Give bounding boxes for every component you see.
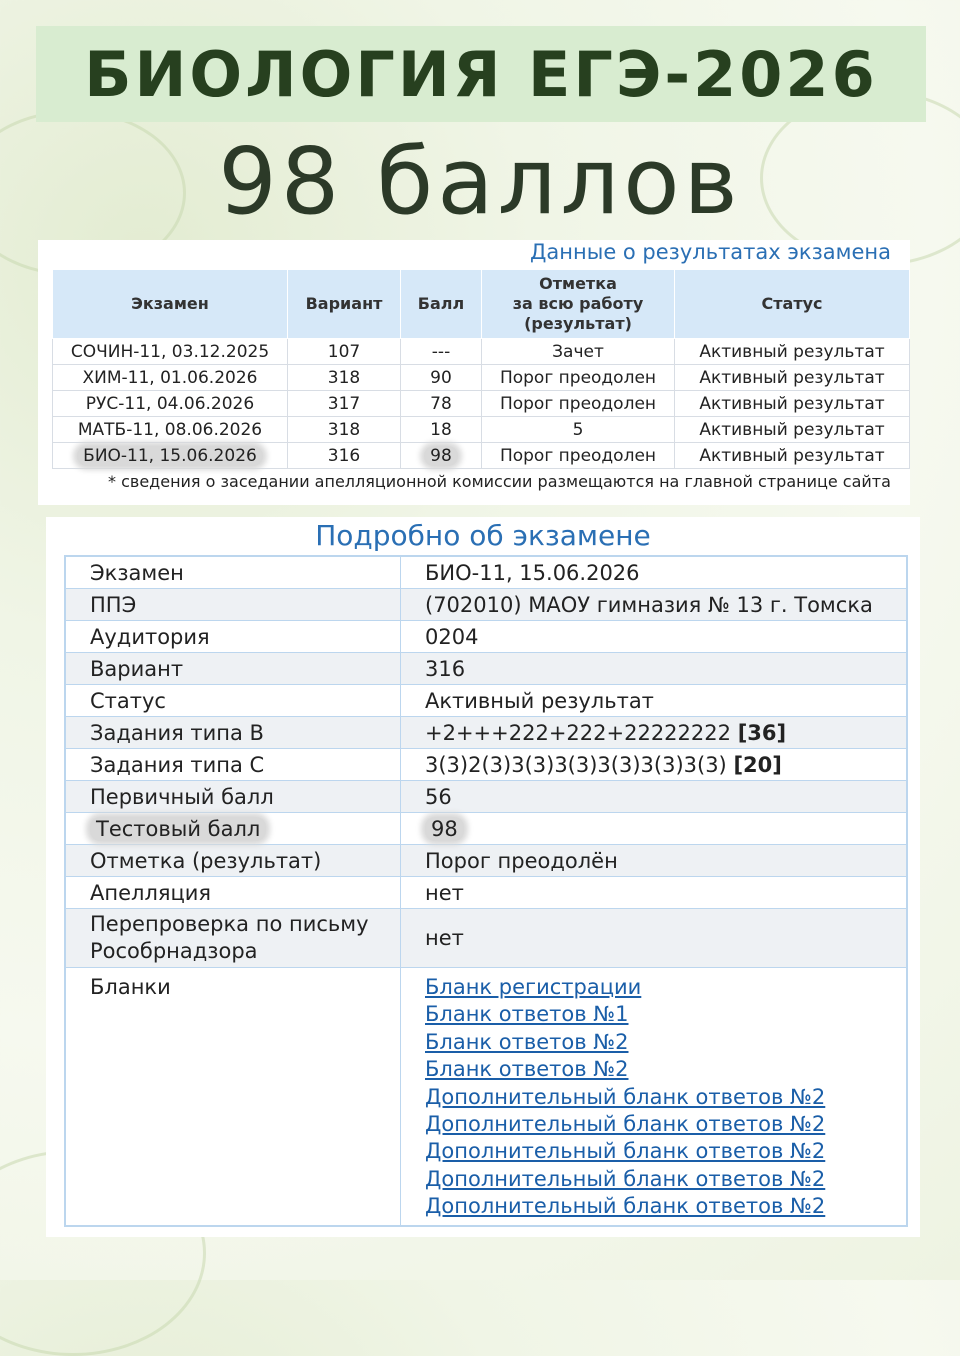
cell-score: 78 [401, 391, 482, 417]
detail-key [65, 813, 401, 845]
detail-row-variant [65, 653, 907, 685]
detail-row-recheck [65, 909, 907, 968]
cell-mark: Зачет [482, 339, 675, 365]
blank-link-additional[interactable]: Дополнительный бланк ответов №2 [425, 1112, 826, 1137]
highlight: 98 [425, 817, 464, 841]
detail-row-tasks-c [65, 749, 907, 781]
detail-value: 56 [401, 781, 908, 813]
detail-row-test-score [65, 813, 907, 845]
detail-value [401, 813, 908, 845]
column-header-score: Балл [401, 270, 482, 339]
table-row [53, 339, 910, 365]
detail-key: Экзамен [65, 556, 401, 589]
tasks-c-total: [20] [733, 752, 782, 777]
highlight: БИО-11, 15.06.2026 [77, 446, 263, 466]
cell-exam: ХИМ-11, 01.06.2026 [53, 365, 288, 391]
cell-score: --- [401, 339, 482, 365]
detail-value: нет [401, 877, 908, 909]
detail-key: ППЭ [65, 589, 401, 621]
cell-variant: 318 [288, 417, 401, 443]
blank-link-additional[interactable]: Дополнительный бланк ответов №2 [425, 1166, 826, 1191]
tasks-b-answers: +2+++222+222+22222222 [425, 720, 731, 745]
detail-key: Отметка (результат) [65, 845, 401, 877]
blank-link-registration[interactable]: Бланк регистрации [425, 975, 642, 999]
tasks-c-answers: 3(3)2(3)3(3)3(3)3(3)3(3)3(3) [425, 752, 727, 777]
table-row[interactable] [53, 443, 910, 469]
results-table [52, 269, 910, 469]
cell-score: 18 [401, 417, 482, 443]
score-subtitle: 98 баллов [218, 128, 742, 235]
table-row [53, 365, 910, 391]
detail-key: Перепроверка по письму Рособрнадзора [65, 909, 401, 968]
column-header-variant: Вариант [288, 270, 401, 339]
detail-key: Апелляция [65, 877, 401, 909]
highlight: Тестовый балл [90, 817, 266, 841]
title-banner [36, 26, 926, 122]
cell-score [401, 443, 482, 469]
details-caption: Подробно об экзамене [315, 519, 651, 552]
detail-row-tasks-b [65, 717, 907, 749]
cell-mark: Порог преодолен [482, 443, 675, 469]
detail-value [401, 717, 908, 749]
blank-link-additional[interactable]: Дополнительный бланк ответов №2 [425, 1194, 826, 1219]
tasks-b-total: [36] [737, 720, 787, 745]
cell-exam: МАТБ-11, 08.06.2026 [53, 417, 288, 443]
detail-key: Первичный балл [65, 781, 401, 813]
blank-link-answers-2[interactable]: Бланк ответов №2 [425, 1057, 629, 1082]
cell-exam [53, 443, 288, 469]
blank-link-additional[interactable]: Дополнительный бланк ответов №2 [425, 1084, 826, 1109]
cell-status: Активный результат [675, 339, 910, 365]
column-header-mark: Отметка за всю работу (результат) [482, 270, 675, 339]
details-panel [46, 517, 920, 1237]
detail-key: Задания типа C [65, 749, 401, 781]
detail-row-room [65, 621, 907, 653]
detail-row-primary-score [65, 781, 907, 813]
detail-key: Бланки [65, 968, 401, 1226]
page-title: БИОЛОГИЯ ЕГЭ-2026 [84, 37, 878, 111]
results-header-row [53, 270, 910, 339]
cell-exam: РУС-11, 04.06.2026 [53, 391, 288, 417]
detail-value: БИО-11, 15.06.2026 [401, 556, 908, 589]
blank-link-answers-2[interactable]: Бланк ответов №2 [425, 1029, 629, 1054]
detail-value: 316 [401, 653, 908, 685]
cell-mark: Порог преодолен [482, 391, 675, 417]
column-header-status: Статус [675, 270, 910, 339]
cell-status: Активный результат [675, 365, 910, 391]
detail-value: 0204 [401, 621, 908, 653]
appeal-note: * сведения о заседании апелляционной комиссии размещаются на главной странице сайта [108, 472, 891, 491]
detail-row-status [65, 685, 907, 717]
detail-key: Вариант [65, 653, 401, 685]
column-header-exam: Экзамен [53, 270, 288, 339]
cell-exam: СОЧИН-11, 03.12.2025 [53, 339, 288, 365]
blank-link-answers-1[interactable]: Бланк ответов №1 [425, 1002, 629, 1027]
table-row [53, 417, 910, 443]
cell-status: Активный результат [675, 417, 910, 443]
detail-row-blanks [65, 968, 907, 1226]
cell-variant: 107 [288, 339, 401, 365]
cell-status: Активный результат [675, 391, 910, 417]
cell-score: 90 [401, 365, 482, 391]
cell-mark: 5 [482, 417, 675, 443]
highlight: 98 [424, 446, 458, 466]
table-row [53, 391, 910, 417]
results-panel [38, 240, 910, 505]
cell-mark: Порог преодолен [482, 365, 675, 391]
detail-value: нет [401, 909, 908, 968]
detail-value: Порог преодолён [401, 845, 908, 877]
details-table [64, 555, 908, 1227]
detail-value: (702010) МАОУ гимназия № 13 г. Томска [401, 589, 908, 621]
blanks-links [401, 968, 908, 1226]
cell-variant: 316 [288, 443, 401, 469]
detail-row-ppe [65, 589, 907, 621]
results-caption: Данные о результатах экзамена [530, 240, 891, 264]
detail-value: Активный результат [401, 685, 908, 717]
detail-value [401, 749, 908, 781]
cell-variant: 317 [288, 391, 401, 417]
cell-status: Активный результат [675, 443, 910, 469]
detail-row-mark [65, 845, 907, 877]
blank-link-additional[interactable]: Дополнительный бланк ответов №2 [425, 1139, 826, 1164]
cell-variant: 318 [288, 365, 401, 391]
detail-key: Аудитория [65, 621, 401, 653]
detail-key: Задания типа B [65, 717, 401, 749]
detail-row-appeal [65, 877, 907, 909]
detail-row-exam [65, 556, 907, 589]
detail-key: Статус [65, 685, 401, 717]
